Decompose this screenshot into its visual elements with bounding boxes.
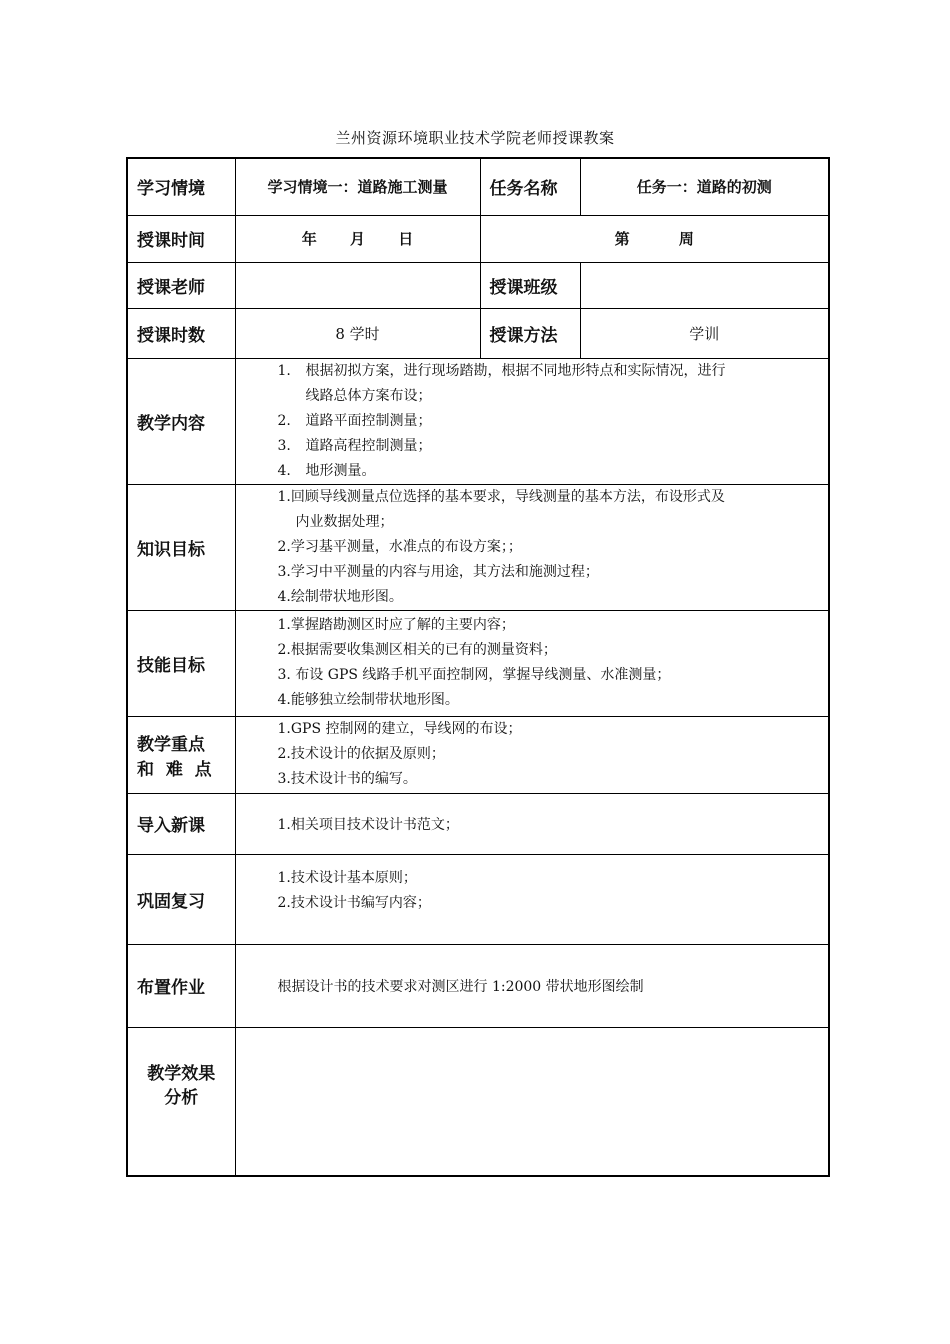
knowledge-label: 知识目标	[127, 484, 235, 610]
row-intro	[127, 793, 829, 854]
knowledge-cell	[235, 484, 829, 610]
content-label: 教学内容	[127, 358, 235, 484]
row-content	[127, 358, 829, 484]
key-points-label: 教学重点 和 难 点	[127, 716, 235, 793]
situation-value: 学习情境一：道路施工测量	[235, 158, 480, 215]
list-item: 3. 布设 GPS 线路手机平面控制网，掌握导线测量、水准测量；	[277, 667, 671, 683]
situation-label: 学习情境	[127, 158, 235, 215]
list-item: 1.技术设计基本原则；	[277, 870, 417, 886]
list-item: 1.回顾导线测量点位选择的基本要求，导线测量的基本方法，布设形式及 内业数据处理；	[277, 488, 725, 530]
hours-value: 8 学时	[235, 308, 480, 358]
lesson-plan-table	[126, 157, 830, 1177]
week-suffix: 周	[678, 230, 694, 248]
content-list	[236, 359, 829, 484]
task-name-label: 任务名称	[480, 158, 580, 215]
task-name-value: 任务一：道路的初测	[580, 158, 829, 215]
list-item: 1.GPS 控制网的建立，导线网的布设；	[277, 721, 522, 737]
page-title: 兰州资源环境职业技术学院老师授课教案	[335, 129, 615, 147]
list-item: 2. 道路平面控制测量；	[277, 412, 432, 429]
month-text: 月	[349, 230, 365, 248]
key-points-cell	[235, 716, 829, 793]
review-list	[236, 866, 829, 916]
method-value: 学训	[580, 308, 829, 358]
list-item: 2.学习基平测量，水准点的布设方案；；	[277, 538, 522, 555]
row-situation	[127, 158, 829, 215]
list-item: 2.技术设计的依据及原则；	[277, 746, 445, 762]
list-item: 2.根据需要收集测区相关的已有的测量资料；	[277, 642, 557, 658]
list-item: 2.技术设计书编写内容；	[277, 895, 431, 911]
intro-label: 导入新课	[127, 793, 235, 854]
row-time	[127, 215, 829, 262]
list-item: 4.能够独立绘制带状地形图。	[277, 692, 459, 708]
row-review	[127, 854, 829, 944]
row-homework	[127, 944, 829, 1027]
time-label: 授课时间	[127, 215, 235, 262]
class-label: 授课班级	[480, 262, 580, 308]
row-effect	[127, 1027, 829, 1176]
homework-label: 布置作业	[127, 944, 235, 1027]
list-item: 3.学习中平测量的内容与用途，其方法和施测过程；	[277, 563, 599, 580]
effect-label: 教学效果 分析	[127, 1027, 235, 1176]
row-key-points	[127, 716, 829, 793]
week-value	[480, 215, 829, 262]
row-knowledge	[127, 484, 829, 610]
teacher-label: 授课老师	[127, 262, 235, 308]
list-item: 1.相关项目技术设计书范文；	[277, 816, 459, 833]
review-cell	[235, 854, 829, 944]
date-value	[235, 215, 480, 262]
skill-cell	[235, 610, 829, 716]
day-text: 日	[398, 230, 414, 248]
row-teacher	[127, 262, 829, 308]
effect-cell	[235, 1027, 829, 1176]
method-label: 授课方法	[480, 308, 580, 358]
list-item: 4.绘制带状地形图。	[277, 588, 403, 605]
year-text: 年	[301, 230, 317, 248]
knowledge-list	[236, 485, 829, 610]
list-item: 3. 道路高程控制测量；	[277, 437, 432, 454]
row-hours	[127, 308, 829, 358]
review-label: 巩固复习	[127, 854, 235, 944]
class-value	[580, 262, 829, 308]
week-prefix: 第	[614, 230, 630, 248]
key-points-list	[236, 717, 829, 792]
teacher-value	[235, 262, 480, 308]
hours-label: 授课时数	[127, 308, 235, 358]
row-skill	[127, 610, 829, 716]
list-item: 1.掌握踏勘测区时应了解的主要内容；	[277, 617, 515, 633]
homework-text: 根据设计书的技术要求对测区进行 1:2000 带状地形图绘制	[235, 944, 829, 1027]
list-item: 1. 根据初拟方案，进行现场踏勘，根据不同地形特点和实际情况，进行 线路总体方案布设；	[277, 362, 726, 404]
skill-label: 技能目标	[127, 610, 235, 716]
content-cell	[235, 358, 829, 484]
list-item: 3.技术设计书的编写。	[277, 771, 417, 787]
intro-cell	[235, 793, 829, 854]
list-item: 4. 地形测量。	[277, 462, 376, 479]
skill-list	[236, 613, 829, 713]
